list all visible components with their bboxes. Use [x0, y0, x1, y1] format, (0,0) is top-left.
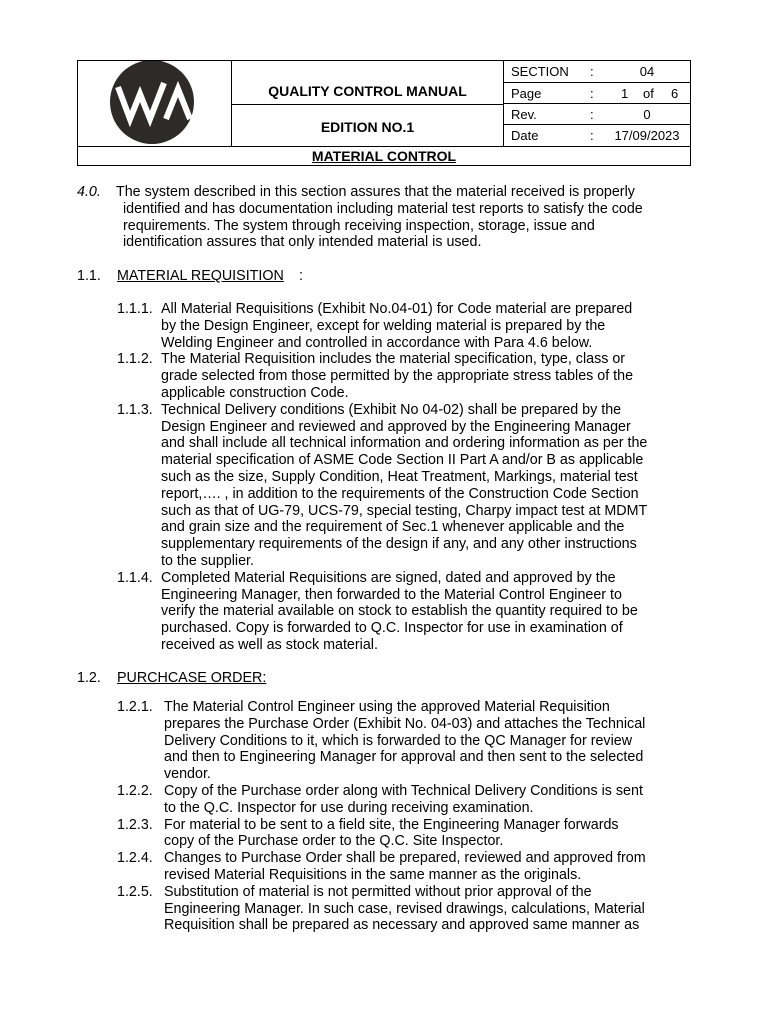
- colon: :: [590, 64, 594, 79]
- item-line: and then to Engineering Manager for approval and then sent to the selected: [164, 749, 644, 766]
- item-line: Copy of the Purchase order along with Technical Delivery Conditions is sent: [164, 783, 643, 799]
- company-logo: [78, 61, 232, 146]
- colon: :: [590, 86, 594, 101]
- doc-title: MATERIAL CONTROL: [311, 148, 457, 164]
- item-line: received as well as stock material.: [161, 637, 378, 653]
- item-line: vendor.: [164, 766, 211, 783]
- section-row: [504, 61, 690, 82]
- item-line: Technical Delivery conditions (Exhibit No 04-02) shall be prepared by the: [161, 401, 622, 418]
- colon: :: [590, 128, 594, 143]
- document-header: [77, 60, 691, 166]
- item-line: The Material Requisition includes the material specification, type, class or: [161, 351, 626, 368]
- rev-label: Rev.: [511, 107, 537, 122]
- logo-cell: [78, 61, 232, 146]
- item-line: revised Material Requisitions in the same manner as the originals.: [164, 867, 582, 883]
- item-line: Changes to Purchase Order shall be prepared, reviewed and approved from: [164, 850, 646, 867]
- item-line: such as the size, Supply Condition, Heat Treatment, Markings, material test: [161, 469, 638, 485]
- page-row: [504, 82, 690, 104]
- item-line: verify the material available on stock to establish the quantity required to be: [161, 603, 638, 620]
- item-line: Engineering Manager, then forwarded to the Material Control Engineer to: [161, 586, 622, 603]
- item-line: purchased. Copy is forwarded to Q.C. Inspector for use in examination of: [161, 620, 623, 637]
- section-title-suffix: :: [299, 268, 303, 284]
- item-number: 1.2.4.: [117, 850, 153, 867]
- item-line: Completed Material Requisitions are signed, dated and approved by the: [161, 569, 616, 586]
- item-number: 1.1.1.: [117, 301, 153, 317]
- item-line: to the Q.C. Inspector for use during receiving examination.: [164, 799, 534, 816]
- item-line: Welding Engineer and controlled in accordance with Para 4.6 below.: [161, 334, 593, 351]
- section-title: PURCHCASE ORDER:: [117, 670, 267, 686]
- edition-label: EDITION NO.1: [320, 119, 415, 135]
- item-line: to the supplier.: [161, 553, 254, 569]
- date-row: [504, 124, 690, 147]
- section-number: 1.1.: [77, 268, 101, 284]
- item-line: supplementary requirements of the design if any, and any other instructions: [161, 536, 637, 553]
- section-label: SECTION: [511, 64, 569, 79]
- header-title-cell: [232, 61, 504, 146]
- rev-value: 0: [643, 107, 651, 122]
- item-line: Design Engineer and reviewed and approved by the Engineering Manager: [161, 418, 631, 435]
- section-number: 1.2.: [77, 670, 101, 686]
- item-number: 1.2.3.: [117, 816, 153, 833]
- item-line: by the Design Engineer, except for welding material is prepared by the: [161, 317, 606, 334]
- item-number: 1.1.2.: [117, 351, 153, 368]
- item-number: 1.2.5.: [117, 883, 153, 900]
- item-line: All Material Requisitions (Exhibit No.04-01) for Code material are prepared: [161, 301, 633, 317]
- item-line: Requisition shall be prepared as necessary and approved same manner as: [164, 917, 640, 934]
- item-line: Substitution of material is not permitted without prior approval of the: [164, 883, 592, 900]
- item-number: 1.1.4.: [117, 569, 153, 586]
- section-value: 04: [639, 64, 655, 79]
- item-line: The Material Control Engineer using the approved Material Requisition: [164, 699, 610, 715]
- page-current: 1: [621, 86, 629, 101]
- colon: :: [590, 107, 594, 122]
- item-line: Delivery Conditions to it, which is forwarded to the QC Manager for review: [164, 732, 633, 749]
- item-line: report,…. , in addition to the requirements of the Construction Code Section: [161, 485, 639, 502]
- doc-title-row: [78, 146, 690, 165]
- date-value: 17/09/2023: [614, 128, 680, 143]
- page-label: Page: [511, 86, 542, 101]
- item-number: 1.1.3.: [117, 401, 153, 418]
- item-line: grade selected from those permitted by the appropriate stress tables of the: [161, 368, 634, 385]
- item-line: applicable construction Code.: [161, 385, 349, 401]
- intro-line: identification assures that only intended material is used.: [123, 234, 482, 251]
- item-line: prepares the Purchase Order (Exhibit No. 04-03) and attaches the Technical: [164, 715, 646, 732]
- item-line: such as that of UG-79, UCS-79, special testing, Charpy impact test at MDMT: [161, 502, 648, 519]
- item-line: and grain size and the requirement of Sec.1 whenever applicable and the: [161, 519, 625, 536]
- intro-number: 4.0.: [77, 184, 101, 200]
- page-total: 6: [671, 86, 679, 101]
- intro-line: identified and has documentation including material test reports to satisfy the code: [123, 200, 643, 217]
- rev-row: [504, 103, 690, 125]
- header-meta: [504, 61, 690, 146]
- manual-title: QUALITY CONTROL MANUAL: [268, 83, 467, 99]
- item-number: 1.2.1.: [117, 699, 153, 715]
- item-line: For material to be sent to a field site, the Engineering Manager forwards: [164, 816, 619, 833]
- section-title: MATERIAL REQUISITION: [117, 268, 284, 284]
- item-line: copy of the Purchase order to the Q.C. Site Inspector.: [164, 833, 504, 850]
- intro-line: requirements. The system through receiving inspection, storage, issue and: [123, 217, 595, 234]
- header-divider: [232, 104, 503, 105]
- item-line: Engineering Manager. In such case, revised drawings, calculations, Material: [164, 900, 645, 917]
- date-label: Date: [511, 128, 539, 143]
- page-of: of: [643, 86, 654, 101]
- item-line: material specification of ASME Code Section II Part A and/or B as applicable: [161, 452, 644, 469]
- item-line: and shall include all technical information and ordering information as per the: [161, 435, 648, 452]
- item-number: 1.2.2.: [117, 783, 153, 799]
- intro-line: The system described in this section assures that the material received is properly: [116, 184, 635, 200]
